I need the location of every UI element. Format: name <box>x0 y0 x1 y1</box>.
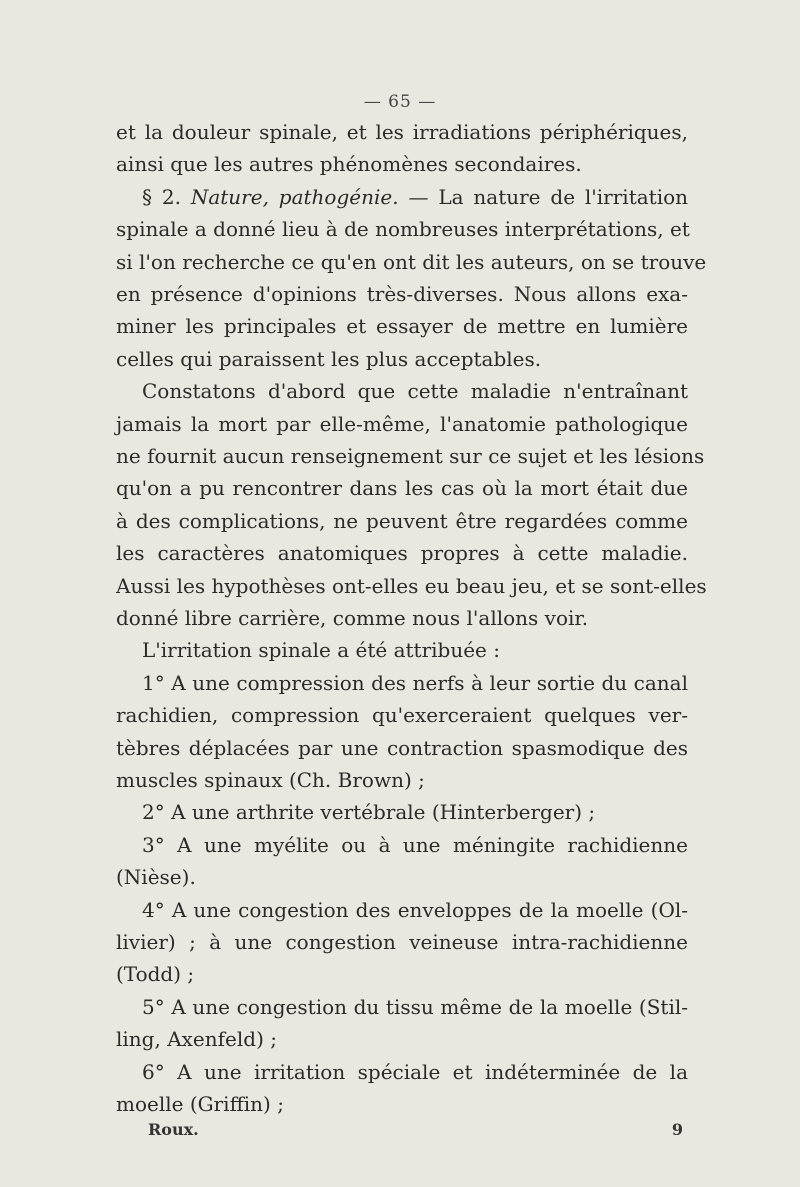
text-line: L'irritation spinale a été attribuée : <box>142 638 500 663</box>
text-line: Constatons d'abord que cette maladie n'entraînant <box>142 379 688 404</box>
sheet-number: 9 <box>671 1120 683 1140</box>
section-rest: — La nature de l'irritation <box>398 184 689 209</box>
section-heading-line <box>142 185 688 209</box>
text-line: ling, Axenfeld) ; <box>116 1027 277 1052</box>
text-line: (Todd) ; <box>116 962 195 987</box>
text-line: 4° A une congestion des enveloppes de la moelle (Ol- <box>142 897 688 922</box>
text-line: qu'on a pu rencontrer dans les cas où la mort était due <box>116 476 688 501</box>
text-line: donné libre carrière, comme nous l'allons voir. <box>116 606 589 630</box>
section-mark: § 2. <box>142 184 191 209</box>
text-line: à des complications, ne peuvent être regardées comme <box>116 508 688 533</box>
text-line: si l'on recherche ce qu'en ont dit les auteurs, on se trouve <box>116 249 707 274</box>
text-line: spinale a donné lieu à de nombreuses interprétations, et <box>116 217 690 242</box>
text-line: muscles spinaux (Ch. Brown) ; <box>116 768 425 792</box>
text-line: miner les principales et essayer de mettre en lumière <box>116 314 688 339</box>
section-title: Nature, pathogénie. <box>190 184 399 209</box>
text-line: rachidien, compression qu'exerceraient quelques ver- <box>116 703 688 728</box>
page-number: — 65 — <box>363 92 437 112</box>
text-line: 2° A une arthrite vertébrale (Hinterberger) ; <box>142 800 596 825</box>
text-line: 5° A une congestion du tissu même de la moelle (Stil- <box>142 994 688 1019</box>
text-line: en présence d'opinions très-diverses. Nous allons exa- <box>116 282 688 306</box>
text-line: jamais la mort par elle-même, l'anatomie pathologique <box>116 411 688 436</box>
signature-mark: Roux. <box>148 1120 199 1140</box>
text-line: et la douleur spinale, et les irradiations périphériques, <box>116 120 688 144</box>
text-line: moelle (Griffin) ; <box>116 1092 284 1116</box>
text-line: tèbres déplacées par une contraction spasmodique des <box>116 735 688 760</box>
text-line: livier) ; à une congestion veineuse intra-rachidienne <box>116 930 688 954</box>
text-line: ainsi que les autres phénomènes secondaires. <box>116 152 582 177</box>
text-line: les caractères anatomiques propres à cette maladie. <box>116 541 688 566</box>
text-line: Aussi les hypothèses ont-elles eu beau jeu, et se sont-elles <box>116 573 707 598</box>
text-line: celles qui paraissent les plus acceptables. <box>116 346 542 371</box>
text-line: 3° A une myélite ou à une méningite rachidienne <box>142 832 688 857</box>
text-line: 1° A une compression des nerfs à leur sortie du canal <box>142 670 688 695</box>
text-line: ne fournit aucun renseignement sur ce sujet et les lésions <box>116 444 705 468</box>
text-line: (Nièse). <box>116 865 196 890</box>
text-line: 6° A une irritation spéciale et indéterminée de la <box>142 1059 688 1084</box>
